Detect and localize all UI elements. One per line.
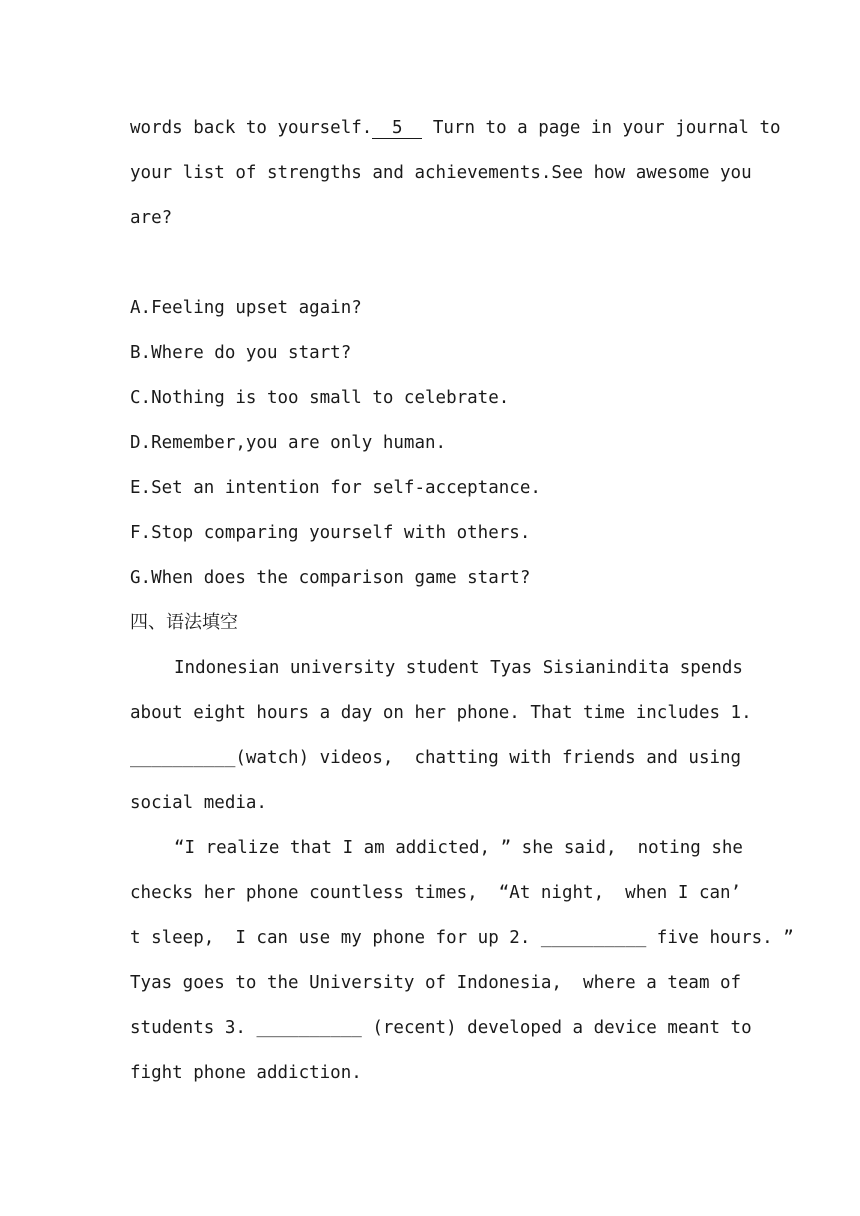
grammar-p1-line-3: [130, 746, 742, 770]
option-f: F.Stop comparing yourself with others.: [130, 523, 531, 543]
passage-line-3: are?: [130, 208, 173, 228]
grammar-p2-line-5: [130, 1016, 752, 1040]
grammar-p1-line-1: Indonesian university student Tyas Sisianindita spends: [174, 658, 743, 678]
grammar-p2-line-2: checks her phone countless times, “At night, when I can’: [130, 883, 742, 903]
grammar-p1-line-2: about eight hours a day on her phone. That time includes 1.: [130, 703, 752, 723]
answer-blank-5: [372, 118, 422, 139]
passage-line-1: [130, 116, 781, 140]
grammar-p2-line-4: Tyas goes to the University of Indonesia, where a team of: [130, 973, 742, 993]
grammar-text: (recent) developed a device meant to: [361, 1018, 752, 1038]
passage-text: Turn to a page in your journal to: [422, 118, 781, 138]
grammar-p2-line-6: fight phone addiction.: [130, 1063, 362, 1083]
passage-line-2: your list of strengths and achievements.See how awesome you: [130, 163, 752, 183]
grammar-text: five hours. ”: [646, 928, 794, 948]
blank-number: 5: [392, 118, 403, 138]
answer-blank-3: __________: [256, 1018, 362, 1038]
grammar-p1-line-4: social media.: [130, 793, 267, 813]
option-a: A.Feeling upset again?: [130, 298, 362, 318]
grammar-p2-line-3: [130, 926, 794, 950]
answer-blank-1: __________: [130, 748, 236, 768]
option-b: B.Where do you start?: [130, 343, 352, 363]
option-c: C.Nothing is too small to celebrate.: [130, 388, 510, 408]
option-g: G.When does the comparison game start?: [130, 568, 531, 588]
grammar-text: students 3.: [130, 1018, 257, 1038]
option-d: D.Remember,you are only human.: [130, 433, 447, 453]
section-heading: 四、语法填空: [130, 612, 238, 633]
grammar-p2-line-1: “I realize that I am addicted, ” she said, noting she: [174, 838, 743, 858]
grammar-text: (watch) videos, chatting with friends and using: [235, 748, 742, 768]
answer-blank-2: __________: [540, 928, 647, 948]
grammar-text: t sleep, I can use my phone for up 2.: [130, 928, 541, 948]
passage-text: words back to yourself.: [130, 118, 373, 138]
option-e: E.Set an intention for self-acceptance.: [130, 478, 541, 498]
